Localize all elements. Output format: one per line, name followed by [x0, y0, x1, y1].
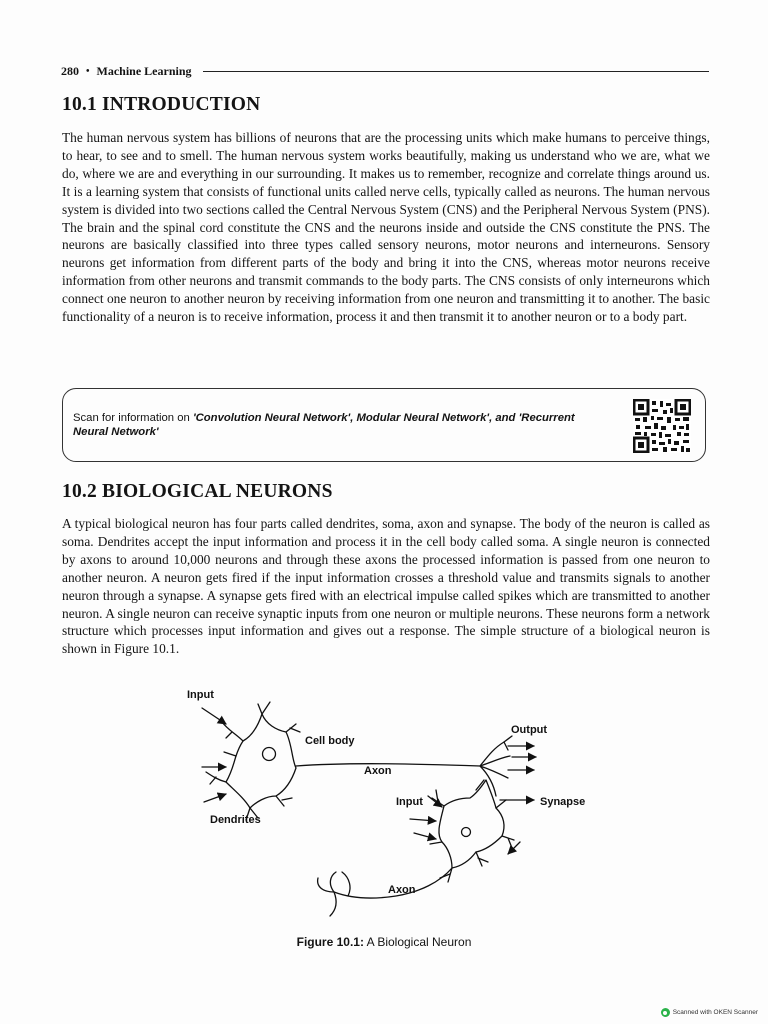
figure-caption-text: A Biological Neuron	[363, 935, 472, 949]
input-arrow-mid	[428, 796, 442, 807]
label-axon-mid: Axon	[364, 765, 392, 777]
qr-code-icon[interactable]	[633, 399, 691, 453]
label-input-top: Input	[187, 689, 214, 701]
input-arrow-top	[202, 708, 226, 724]
label-dendrites: Dendrites	[210, 814, 261, 826]
neuron-2-axon-terminal	[318, 872, 350, 916]
figure-caption-label: Figure 10.1:	[296, 935, 364, 949]
input-arrow-neuron2-left	[410, 819, 436, 821]
section-heading-introduction: 10.1 INTRODUCTION	[62, 94, 261, 115]
label-cell-body: Cell body	[305, 735, 355, 747]
neuron-1-soma	[226, 714, 296, 808]
scanner-text: Scanned with OKEN Scanner	[672, 1009, 758, 1016]
label-synapse: Synapse	[540, 796, 586, 808]
input-arrow-neuron2-lower	[414, 833, 436, 839]
neuron-2-dendrites	[430, 790, 514, 882]
scan-topics: 'Convolution Neural Network', Modular Neural Network', and 'Recurrent Neural Network'	[73, 412, 575, 438]
running-head	[61, 64, 709, 79]
introduction-paragraph: The human nervous system has billions of neurons that are the processing units which make humans to perceive things, to hear, to see and to smell. The human nervous system works beautifully, making us understand who we are, what we do, where we are and everything in our surrounding. It makes us to remember, recognize and correlate things around us. It is a learning system that consists of functional units called nerve cells, typically called as neurons. The human nervous system is divided into two sections called the Central Nervous System (CNS) and the Peripheral Nervous System (PNS). The brain and the spinal cord constitute the CNS and the neurons inside and outside the CNS constitute the PNS. The neurons are basically classified into three types called sensory neurons, motor neurons and interneurons. Sensory neurons get information from different parts of the body and bring it into the CNS, whereas motor neurons receive information from other neurons and transmit commands to the body parts. The CNS consists of only interneurons which connect one neuron to another neuron by receiving information from one neuron and transmitting it to another. The basic functionality of a neuron is to receive information, process it and then transmit it to another neuron or to a body part.	[62, 130, 710, 325]
scan-prefix: Scan for information on	[73, 412, 193, 424]
header-rule	[203, 71, 709, 72]
label-input-mid: Input	[396, 796, 423, 808]
biological-neurons-paragraph: A typical biological neuron has four parts called dendrites, soma, axon and synapse. The body of the neuron is called as soma. Dendrites accept the input information and process it in the cell body called soma. A single neuron is connected by axons to around 10,000 neurons and through these axons the processed information is passed from one neuron to another neuron. A neuron gets fired if the input information crosses a threshold value and transmits signals to another neuron through a synapse. A synapse gets fired with an electrical impulse called spikes which are transmitted to another neuron. A single neuron can receive synaptic inputs from one neuron or multiple neurons. These neurons form a network structure which processes input information and gives out a response. The simple structure of a biological neuron is shown in Figure 10.1.	[62, 516, 710, 657]
label-axon-bottom: Axon	[388, 884, 416, 896]
book-title: Machine Learning	[96, 64, 192, 78]
neuron-2-soma	[439, 780, 504, 868]
scanner-logo-icon	[661, 1008, 670, 1017]
input-arrow-lower	[204, 794, 226, 802]
scanner-watermark	[661, 1008, 758, 1017]
biological-neuron-figure	[0, 686, 768, 946]
page-number: 280	[61, 64, 79, 78]
header-separator: •	[86, 66, 90, 77]
scan-callout-text	[73, 411, 603, 439]
figure-caption	[0, 935, 768, 949]
scan-callout-box	[62, 388, 706, 462]
section-heading-biological-neurons: 10.2 BIOLOGICAL NEURONS	[62, 481, 333, 502]
label-output: Output	[511, 724, 548, 736]
